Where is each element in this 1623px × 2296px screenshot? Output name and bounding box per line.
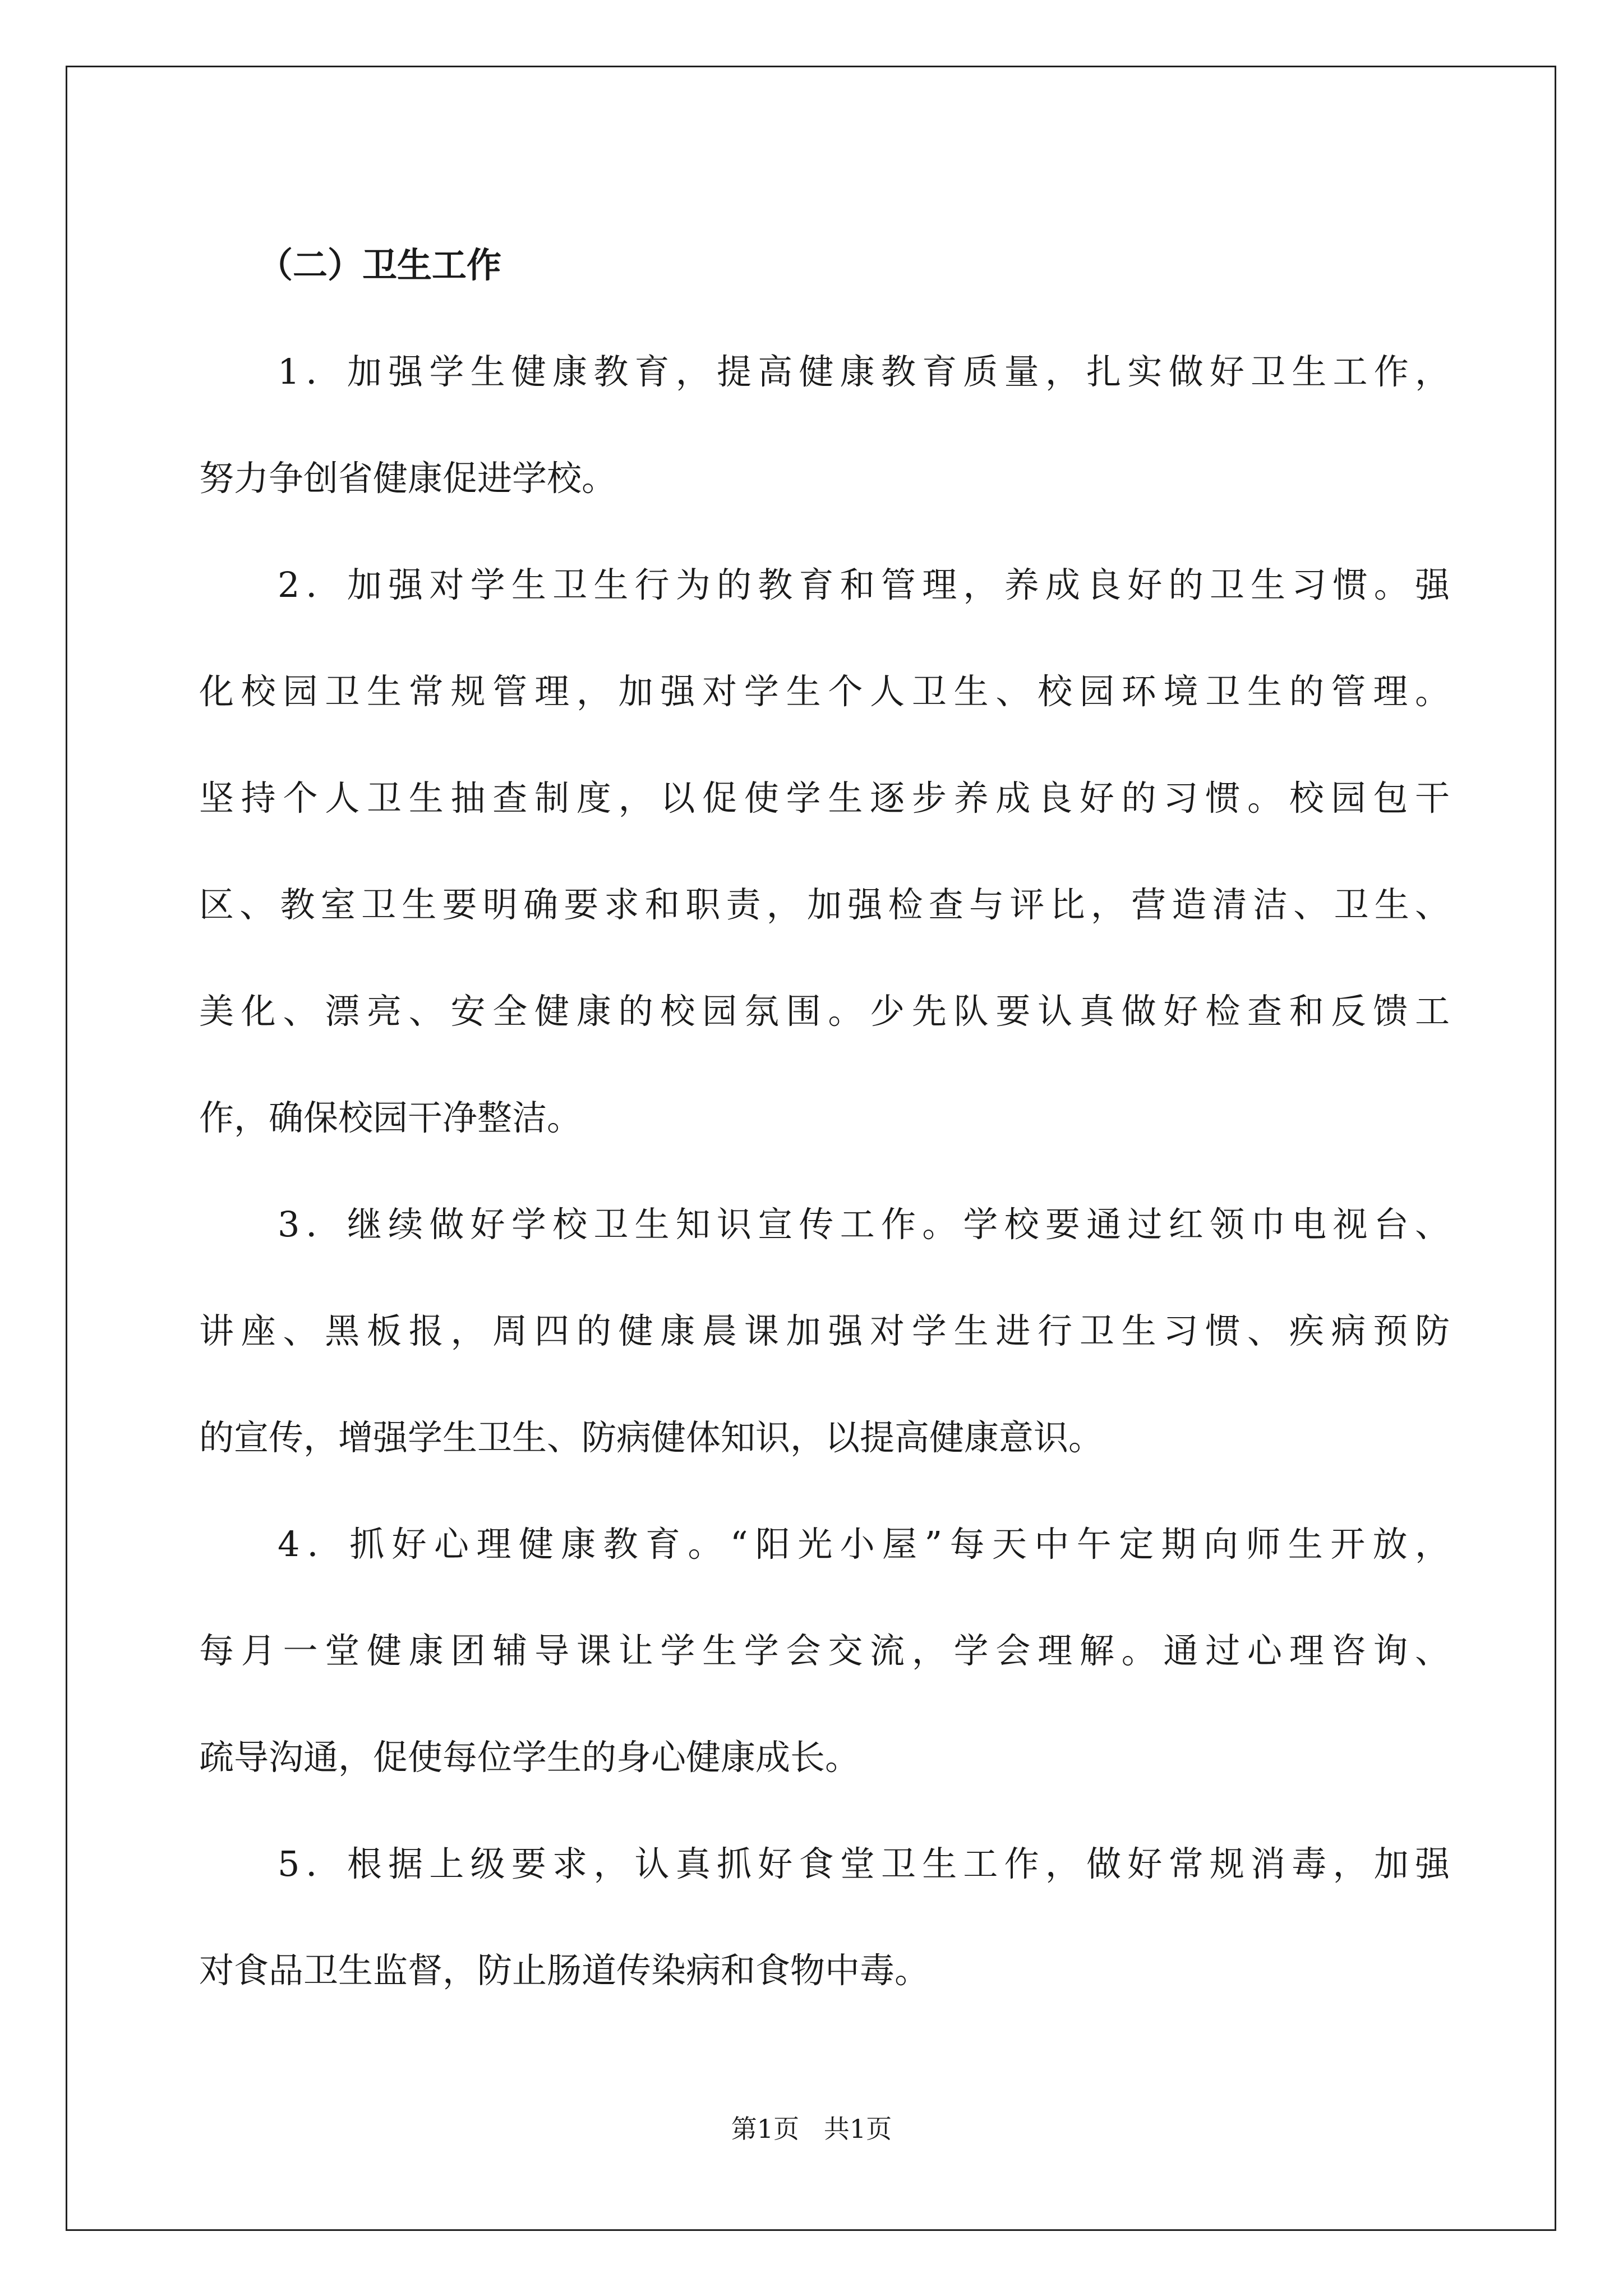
paragraph-line: 区、教室卫生要明确要求和职责，加强检查与评比，营造清洁、卫生、: [199, 884, 1450, 925]
paragraph-line: 坚持个人卫生抽查制度，以促使学生逐步养成良好的习惯。校园包干: [199, 777, 1450, 818]
paragraph-line: 3．继续做好学校卫生知识宣传工作。学校要通过红领巾电视台、: [278, 1204, 1450, 1245]
paragraph-line: 1．加强学生健康教育，提高健康教育质量，扎实做好卫生工作，: [278, 351, 1450, 392]
paragraph-3: [199, 1171, 1450, 1491]
paragraph-line: 讲座、黑板报，周四的健康晨课加强对学生进行卫生习惯、疾病预防: [199, 1310, 1450, 1351]
paragraph-line: 作，确保校园干净整洁。: [199, 1097, 582, 1138]
section-heading: （二）卫生工作: [258, 245, 502, 286]
paragraph-line: 努力争创省健康促进学校。: [199, 458, 617, 499]
paragraph-line: 对食品卫生监督，防止肠道传染病和食物中毒。: [199, 1950, 930, 1991]
paragraph-4: [199, 1491, 1450, 1811]
paragraph-line: 4．抓好心理健康教育。“阳光小屋”每天中午定期向师生开放，: [278, 1524, 1450, 1565]
paragraph-line: 2．加强对学生卫生行为的教育和管理，养成良好的卫生习惯。强: [278, 564, 1450, 605]
document-body: [199, 212, 1450, 2024]
paragraph-line: 疏导沟通，促使每位学生的身心健康成长。: [199, 1737, 860, 1778]
page-number-footer: 第1页 共1页: [731, 2114, 892, 2144]
paragraph-line: 化校园卫生常规管理，加强对学生个人卫生、校园环境卫生的管理。: [199, 671, 1450, 712]
paragraph-line: 5．根据上级要求，认真抓好食堂卫生工作，做好常规消毒，加强: [278, 1843, 1450, 1884]
paragraph-line: 美化、漂亮、安全健康的校园氛围。少先队要认真做好检查和反馈工: [199, 991, 1450, 1032]
paragraph-1: [199, 319, 1450, 532]
paragraph-line: 每月一堂健康团辅导课让学生学会交流，学会理解。通过心理咨询、: [199, 1630, 1450, 1671]
paragraph-5: [199, 1811, 1450, 2024]
paragraph-2: [199, 532, 1450, 1171]
paragraph-line: 的宣传，增强学生卫生、防病健体知识，以提高健康意识。: [199, 1417, 1104, 1458]
